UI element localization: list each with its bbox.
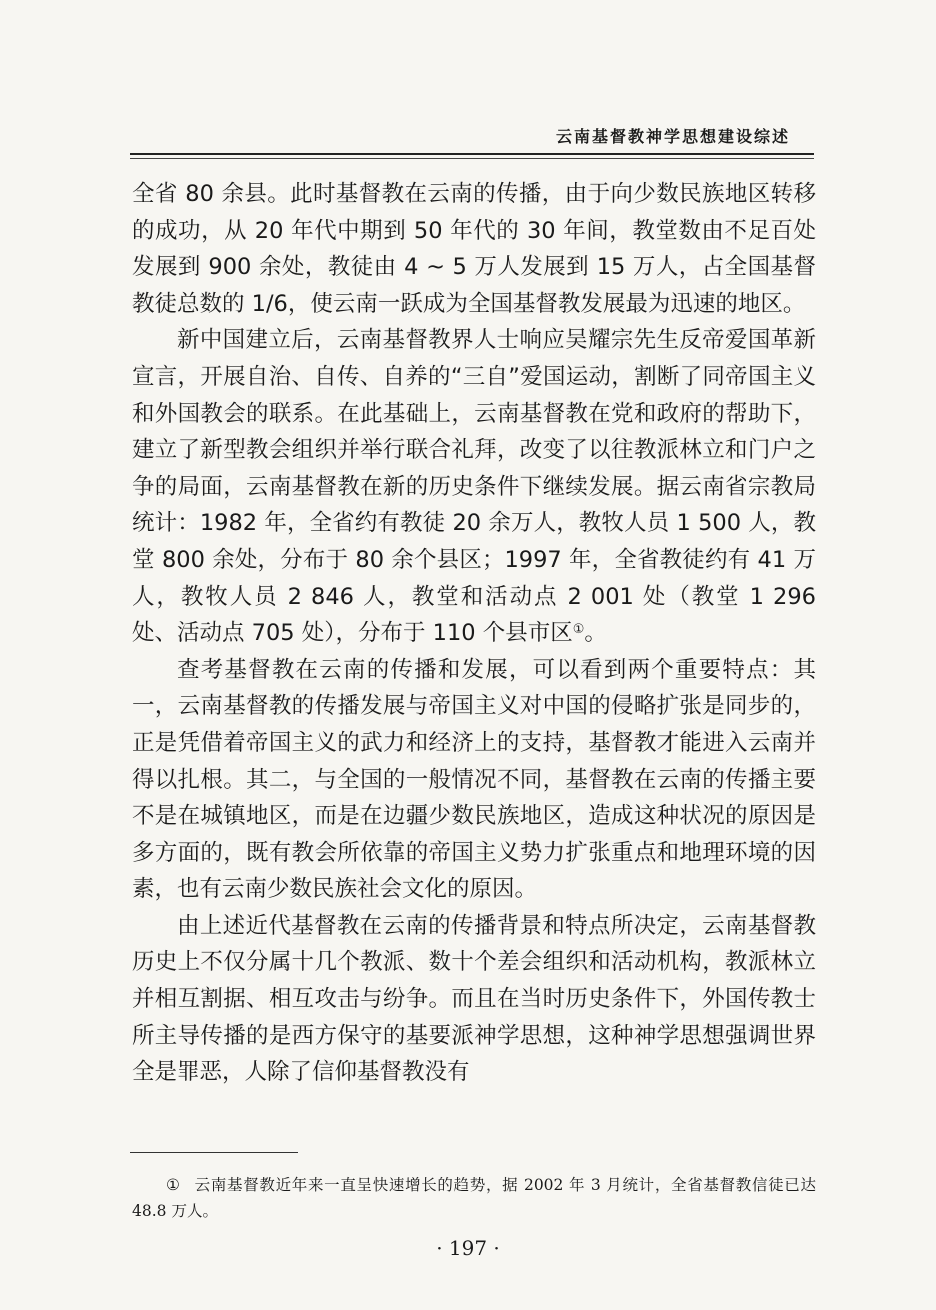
paragraph-2-end: 。: [584, 620, 607, 647]
paragraph-3: 查考基督教在云南的传播和发展，可以看到两个重要特点：其一，云南基督教的传播发展与帝国主义对中国的侵略扩张是同步的，正是凭借着帝国主义的武力和经济上的支持，基督教才能进入云南并得以扎根。其二，与全国的一般情况不同，基督教在云南的传播主要不是在城镇地区，而是在边疆少数民族地区，造成这种状况的原因是多方面的，既有教会所依靠的帝国主义势力扩张重点和地理环境的因素，也有云南少数民族社会文化的原因。: [132, 656, 816, 903]
paragraph-2-text: 新中国建立后，云南基督教界人士响应吴耀宗先生反帝爱国革新宣言，开展自治、自传、自养的“三自”爱国运动，割断了同帝国主义和外国教会的联系。在此基础上，云南基督教在党和政府的帮助下，建立了新型教会组织并举行联合礼拜，改变了以往教派林立和门户之争的局面，云南基督教在新的历史条件下继续发展。据云南省宗教局统计：1982 年，全省约有教徒 20 余万人，教牧人员 1 500 人，教堂 800 余处，分布于 80 余个县区；1997 年，全省教徒约有 41 万人，教牧人员 2 846 人，教堂和活动点 2 001 处（教堂 1 296 处、活动点 705 处），分布于 110 个县市区: [132, 327, 816, 647]
running-header: 云南基督教神学思想建设综述: [555, 127, 790, 146]
header-rule: [130, 153, 814, 155]
footnote-rule: [130, 1152, 298, 1153]
footnote-reference[interactable]: ①: [572, 622, 585, 638]
paragraph-1: 全省 80 余县。此时基督教在云南的传播，由于向少数民族地区转移的成功，从 20 年代中期到 50 年代的 30 年间，教堂数由不足百处发展到 900 余处，教徒由 4 ~ 5 万人发展到 15 万人，占全国基督教徒总数的 1/6，使云南一跃成为全国基督教发展最为迅速的地区。: [132, 181, 816, 317]
footnote: [132, 1172, 816, 1224]
footnote-marker: ①: [166, 1176, 180, 1194]
paragraph-2: [132, 322, 816, 651]
header-rule-thin: [130, 158, 814, 159]
paragraph-4: 由上述近代基督教在云南的传播背景和特点所决定，云南基督教历史上不仅分属十几个教派、数十个差会组织和活动机构，教派林立并相互割据、相互攻击与纷争。而且在当时历史条件下，外国传教士所主导传播的是西方保守的基要派神学思想，这种神学思想强调世界全是罪恶，人除了信仰基督教没有: [132, 912, 816, 1086]
body-text: [132, 176, 816, 1091]
page-number: · 197 ·: [436, 1236, 500, 1260]
footnote-text: 云南基督教近年来一直呈快速增长的趋势，据 2002 年 3 月统计，全省基督教信徒已达 48.8 万人。: [132, 1176, 816, 1220]
